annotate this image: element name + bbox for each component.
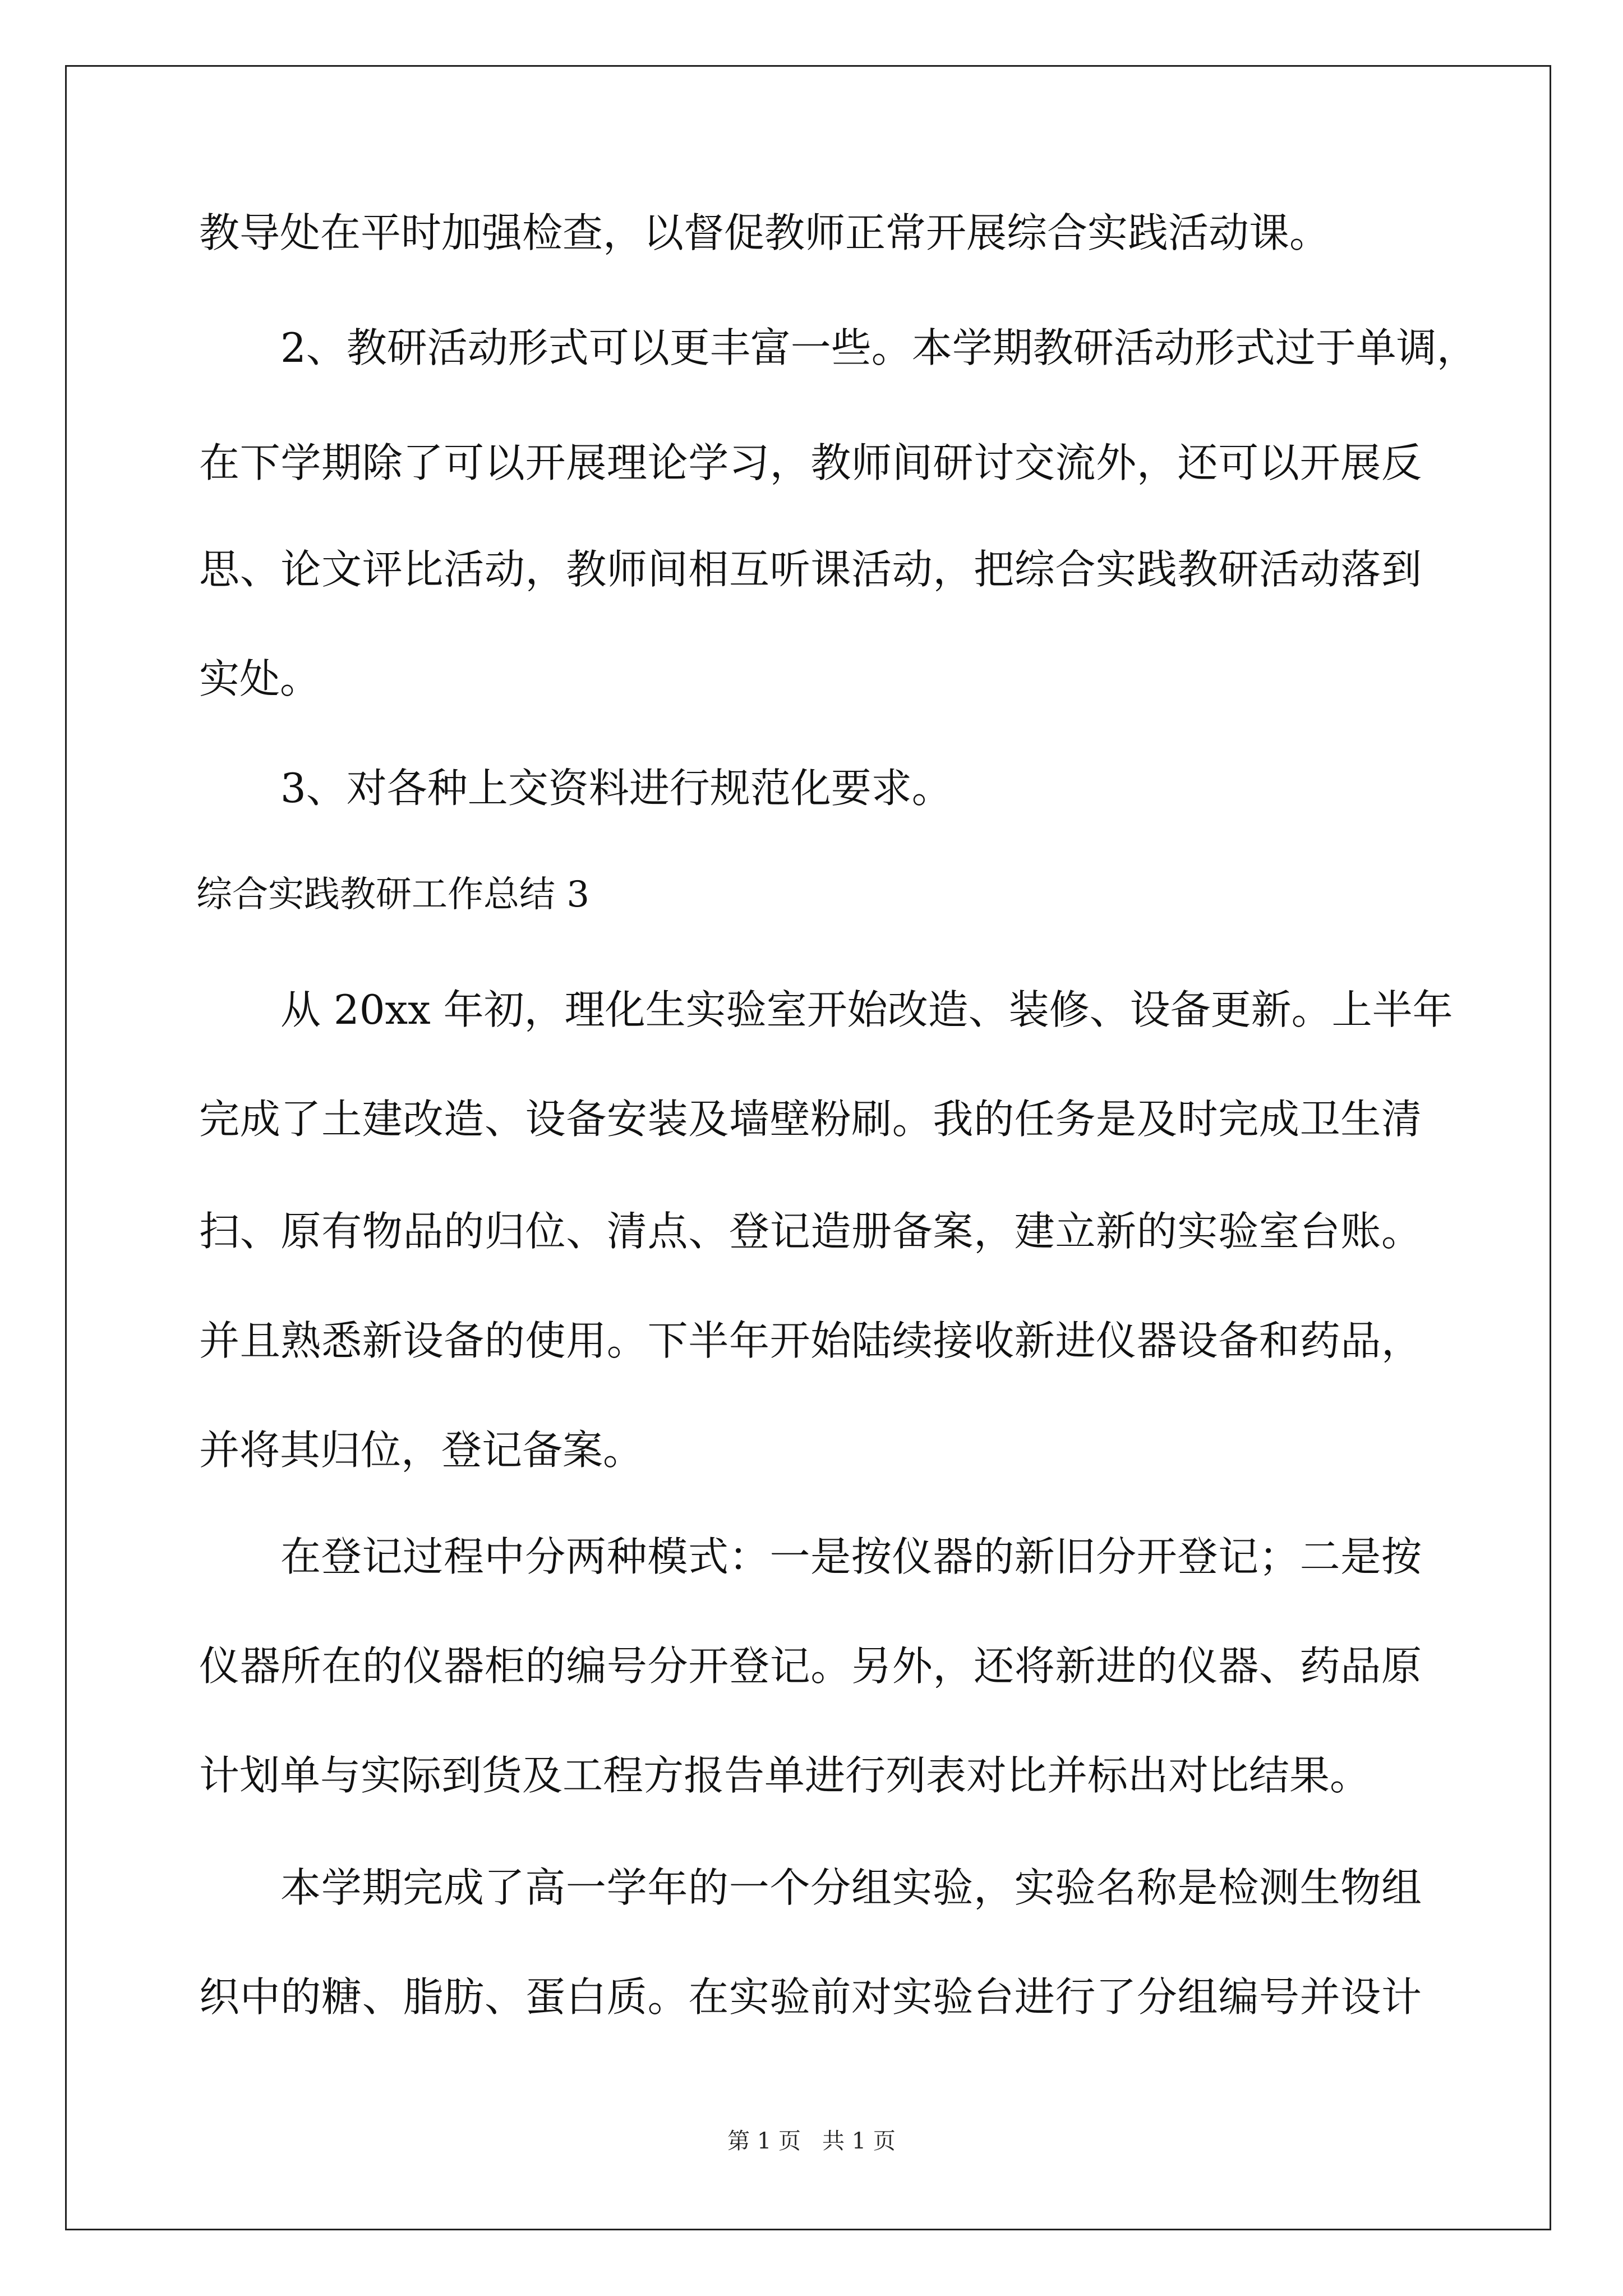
text-line: 实处。 — [199, 655, 321, 702]
text-line: 2、教研活动形式可以更丰富一些。本学期教研活动形式过于单调， — [280, 324, 1477, 371]
text-line: 仪器所在的仪器柜的编号分开登记。另外，还将新进的仪器、药品原 — [199, 1642, 1422, 1690]
text-line: 织中的糖、脂肪、蛋白质。在实验前对实验台进行了分组编号并设计 — [199, 1973, 1422, 2021]
text-line: 3、对各种上交资料进行规范化要求。 — [280, 765, 952, 812]
section-heading: 综合实践教研工作总结 3 — [196, 874, 590, 915]
text-line: 并将其归位，登记备案。 — [199, 1427, 644, 1474]
page-number: 第 1 页 — [727, 2128, 801, 2154]
text-line: 并且熟悉新设备的使用。下半年开始陆续接收新进仪器设备和药品， — [199, 1317, 1422, 1364]
page-footer — [0, 2129, 1623, 2154]
text-line: 教导处在平时加强检查，以督促教师正常开展综合实践活动课。 — [199, 209, 1330, 256]
text-line: 扫、原有物品的归位、清点、登记造册备案，建立新的实验室台账。 — [199, 1208, 1422, 1255]
text-line: 在下学期除了可以开展理论学习，教师间研讨交流外，还可以开展反 — [199, 439, 1422, 486]
text-line: 完成了土建改造、设备安装及墙壁粉刷。我的任务是及时完成卫生清 — [199, 1096, 1422, 1143]
text-line: 在登记过程中分两种模式：一是按仪器的新旧分开登记；二是按 — [280, 1533, 1422, 1580]
text-line: 从 20xx 年初，理化生实验室开始改造、装修、设备更新。上半年 — [280, 986, 1453, 1033]
page-total: 共 1 页 — [822, 2128, 896, 2154]
text-line: 本学期完成了高一学年的一个分组实验，实验名称是检测生物组 — [280, 1864, 1422, 1911]
text-line: 计划单与实际到货及工程方报告单进行列表对比并标出对比结果。 — [199, 1752, 1371, 1799]
text-line: 思、论文评比活动，教师间相互听课活动，把综合实践教研活动落到 — [199, 546, 1422, 593]
